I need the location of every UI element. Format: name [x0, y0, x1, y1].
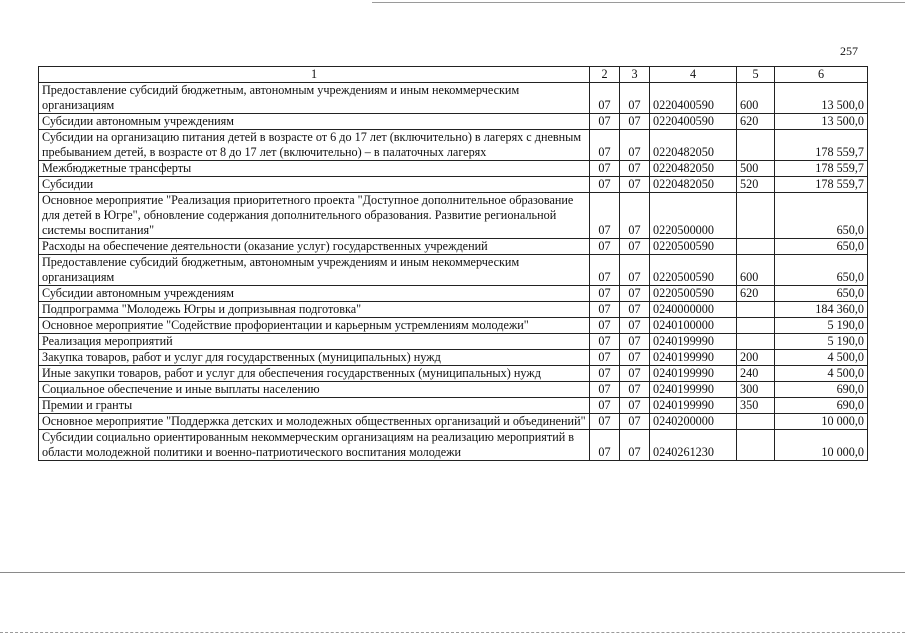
- table-row: [39, 398, 868, 414]
- expense-type-cell: [737, 193, 775, 239]
- subsection-code-cell: 07: [620, 193, 650, 239]
- expense-type-cell: 240: [737, 366, 775, 382]
- subsection-code-cell: 07: [620, 398, 650, 414]
- subsection-code-cell: 07: [620, 114, 650, 130]
- subsection-code-cell: 07: [620, 177, 650, 193]
- budget-table: [38, 66, 868, 461]
- section-code-cell: 07: [590, 318, 620, 334]
- section-code-cell: 07: [590, 382, 620, 398]
- subsection-code-cell: 07: [620, 430, 650, 461]
- bottom-rule: [0, 572, 905, 573]
- row-name-cell: Подпрограмма "Молодежь Югры и допризывная подготовка": [39, 302, 590, 318]
- expense-type-cell: 520: [737, 177, 775, 193]
- header-col-3: 3: [620, 67, 650, 83]
- section-code-cell: 07: [590, 334, 620, 350]
- row-name-cell: Основное мероприятие "Реализация приоритетного проекта "Доступное дополнительное образование для детей в Югре", обновление содержания дополнительного образования. Развитие региональной системы воспитания": [39, 193, 590, 239]
- row-name-cell: Предоставление субсидий бюджетным, автономным учреждениям и иным некоммерческим организациям: [39, 83, 590, 114]
- subsection-code-cell: 07: [620, 130, 650, 161]
- table-row: [39, 366, 868, 382]
- section-code-cell: 07: [590, 302, 620, 318]
- table-row: [39, 302, 868, 318]
- target-article-cell: 0220400590: [650, 83, 737, 114]
- table-row: [39, 83, 868, 114]
- amount-cell: 690,0: [775, 398, 868, 414]
- header-col-6: 6: [775, 67, 868, 83]
- expense-type-cell: [737, 130, 775, 161]
- target-article-cell: 0220482050: [650, 161, 737, 177]
- expense-type-cell: 600: [737, 255, 775, 286]
- expense-type-cell: [737, 430, 775, 461]
- amount-cell: 650,0: [775, 255, 868, 286]
- target-article-cell: 0220500590: [650, 286, 737, 302]
- amount-cell: 10 000,0: [775, 414, 868, 430]
- expense-type-cell: 620: [737, 286, 775, 302]
- section-code-cell: 07: [590, 239, 620, 255]
- section-code-cell: 07: [590, 193, 620, 239]
- expense-type-cell: [737, 334, 775, 350]
- amount-cell: 178 559,7: [775, 130, 868, 161]
- expense-type-cell: 200: [737, 350, 775, 366]
- table-row: [39, 414, 868, 430]
- subsection-code-cell: 07: [620, 318, 650, 334]
- row-name-cell: Субсидии социально ориентированным некоммерческим организациям на реализацию мероприятий в области молодежной политики и военно-патриотического воспитания молодежи: [39, 430, 590, 461]
- table-row: [39, 382, 868, 398]
- section-code-cell: 07: [590, 286, 620, 302]
- row-name-cell: Субсидии автономным учреждениям: [39, 114, 590, 130]
- target-article-cell: 0240199990: [650, 398, 737, 414]
- section-code-cell: 07: [590, 255, 620, 286]
- header-col-2: 2: [590, 67, 620, 83]
- subsection-code-cell: 07: [620, 334, 650, 350]
- target-article-cell: 0240199990: [650, 366, 737, 382]
- row-name-cell: Основное мероприятие "Поддержка детских и молодежных общественных организаций и объединений": [39, 414, 590, 430]
- scan-edge-rule: [0, 632, 905, 633]
- page-number: 257: [840, 44, 858, 58]
- expense-type-cell: [737, 239, 775, 255]
- target-article-cell: 0220500590: [650, 239, 737, 255]
- target-article-cell: 0220500590: [650, 255, 737, 286]
- expense-type-cell: 620: [737, 114, 775, 130]
- target-article-cell: 0220400590: [650, 114, 737, 130]
- target-article-cell: 0240200000: [650, 414, 737, 430]
- subsection-code-cell: 07: [620, 302, 650, 318]
- target-article-cell: 0240199990: [650, 334, 737, 350]
- row-name-cell: Субсидии: [39, 177, 590, 193]
- expense-type-cell: [737, 302, 775, 318]
- target-article-cell: 0220482050: [650, 130, 737, 161]
- amount-cell: 650,0: [775, 286, 868, 302]
- section-code-cell: 07: [590, 430, 620, 461]
- row-name-cell: Закупка товаров, работ и услуг для государственных (муниципальных) нужд: [39, 350, 590, 366]
- table-row: [39, 430, 868, 461]
- table-row: [39, 130, 868, 161]
- row-name-cell: Реализация мероприятий: [39, 334, 590, 350]
- section-code-cell: 07: [590, 83, 620, 114]
- amount-cell: 178 559,7: [775, 161, 868, 177]
- section-code-cell: 07: [590, 161, 620, 177]
- section-code-cell: 07: [590, 114, 620, 130]
- amount-cell: 5 190,0: [775, 318, 868, 334]
- row-name-cell: Межбюджетные трансферты: [39, 161, 590, 177]
- row-name-cell: Премии и гранты: [39, 398, 590, 414]
- table-row: [39, 193, 868, 239]
- expense-type-cell: [737, 414, 775, 430]
- target-article-cell: 0240100000: [650, 318, 737, 334]
- row-name-cell: Расходы на обеспечение деятельности (оказание услуг) государственных учреждений: [39, 239, 590, 255]
- subsection-code-cell: 07: [620, 255, 650, 286]
- amount-cell: 184 360,0: [775, 302, 868, 318]
- section-code-cell: 07: [590, 177, 620, 193]
- subsection-code-cell: 07: [620, 350, 650, 366]
- subsection-code-cell: 07: [620, 286, 650, 302]
- amount-cell: 4 500,0: [775, 350, 868, 366]
- expense-type-cell: 350: [737, 398, 775, 414]
- target-article-cell: 0240199990: [650, 382, 737, 398]
- section-code-cell: 07: [590, 414, 620, 430]
- subsection-code-cell: 07: [620, 161, 650, 177]
- target-article-cell: 0220482050: [650, 177, 737, 193]
- table-body: [39, 83, 868, 461]
- row-name-cell: Предоставление субсидий бюджетным, автономным учреждениям и иным некоммерческим организациям: [39, 255, 590, 286]
- table-row: [39, 114, 868, 130]
- subsection-code-cell: 07: [620, 382, 650, 398]
- header-col-1: 1: [39, 67, 590, 83]
- section-code-cell: 07: [590, 366, 620, 382]
- table-row: [39, 318, 868, 334]
- row-name-cell: Субсидии автономным учреждениям: [39, 286, 590, 302]
- target-article-cell: 0220500000: [650, 193, 737, 239]
- row-name-cell: Иные закупки товаров, работ и услуг для обеспечения государственных (муниципальных) нужд: [39, 366, 590, 382]
- row-name-cell: Основное мероприятие "Содействие профориентации и карьерным устремлениям молодежи": [39, 318, 590, 334]
- subsection-code-cell: 07: [620, 414, 650, 430]
- table-row: [39, 350, 868, 366]
- amount-cell: 5 190,0: [775, 334, 868, 350]
- expense-type-cell: 500: [737, 161, 775, 177]
- subsection-code-cell: 07: [620, 366, 650, 382]
- row-name-cell: Субсидии на организацию питания детей в возрасте от 6 до 17 лет (включительно) в лагерях с дневным пребыванием детей, в возрасте от 8 до 17 лет (включительно) – в палаточных лагерях: [39, 130, 590, 161]
- top-rule: [372, 2, 905, 3]
- expense-type-cell: 300: [737, 382, 775, 398]
- subsection-code-cell: 07: [620, 83, 650, 114]
- table-header-row: [39, 67, 868, 83]
- header-col-5: 5: [737, 67, 775, 83]
- row-name-cell: Социальное обеспечение и иные выплаты населению: [39, 382, 590, 398]
- amount-cell: 178 559,7: [775, 177, 868, 193]
- table-row: [39, 255, 868, 286]
- section-code-cell: 07: [590, 130, 620, 161]
- section-code-cell: 07: [590, 398, 620, 414]
- amount-cell: 10 000,0: [775, 430, 868, 461]
- table-row: [39, 334, 868, 350]
- table-row: [39, 161, 868, 177]
- target-article-cell: 0240199990: [650, 350, 737, 366]
- amount-cell: 650,0: [775, 193, 868, 239]
- amount-cell: 13 500,0: [775, 114, 868, 130]
- header-col-4: 4: [650, 67, 737, 83]
- amount-cell: 650,0: [775, 239, 868, 255]
- subsection-code-cell: 07: [620, 239, 650, 255]
- target-article-cell: 0240261230: [650, 430, 737, 461]
- section-code-cell: 07: [590, 350, 620, 366]
- amount-cell: 13 500,0: [775, 83, 868, 114]
- target-article-cell: 0240000000: [650, 302, 737, 318]
- expense-type-cell: [737, 318, 775, 334]
- table-row: [39, 177, 868, 193]
- amount-cell: 4 500,0: [775, 366, 868, 382]
- table-row: [39, 286, 868, 302]
- expense-type-cell: 600: [737, 83, 775, 114]
- table-row: [39, 239, 868, 255]
- amount-cell: 690,0: [775, 382, 868, 398]
